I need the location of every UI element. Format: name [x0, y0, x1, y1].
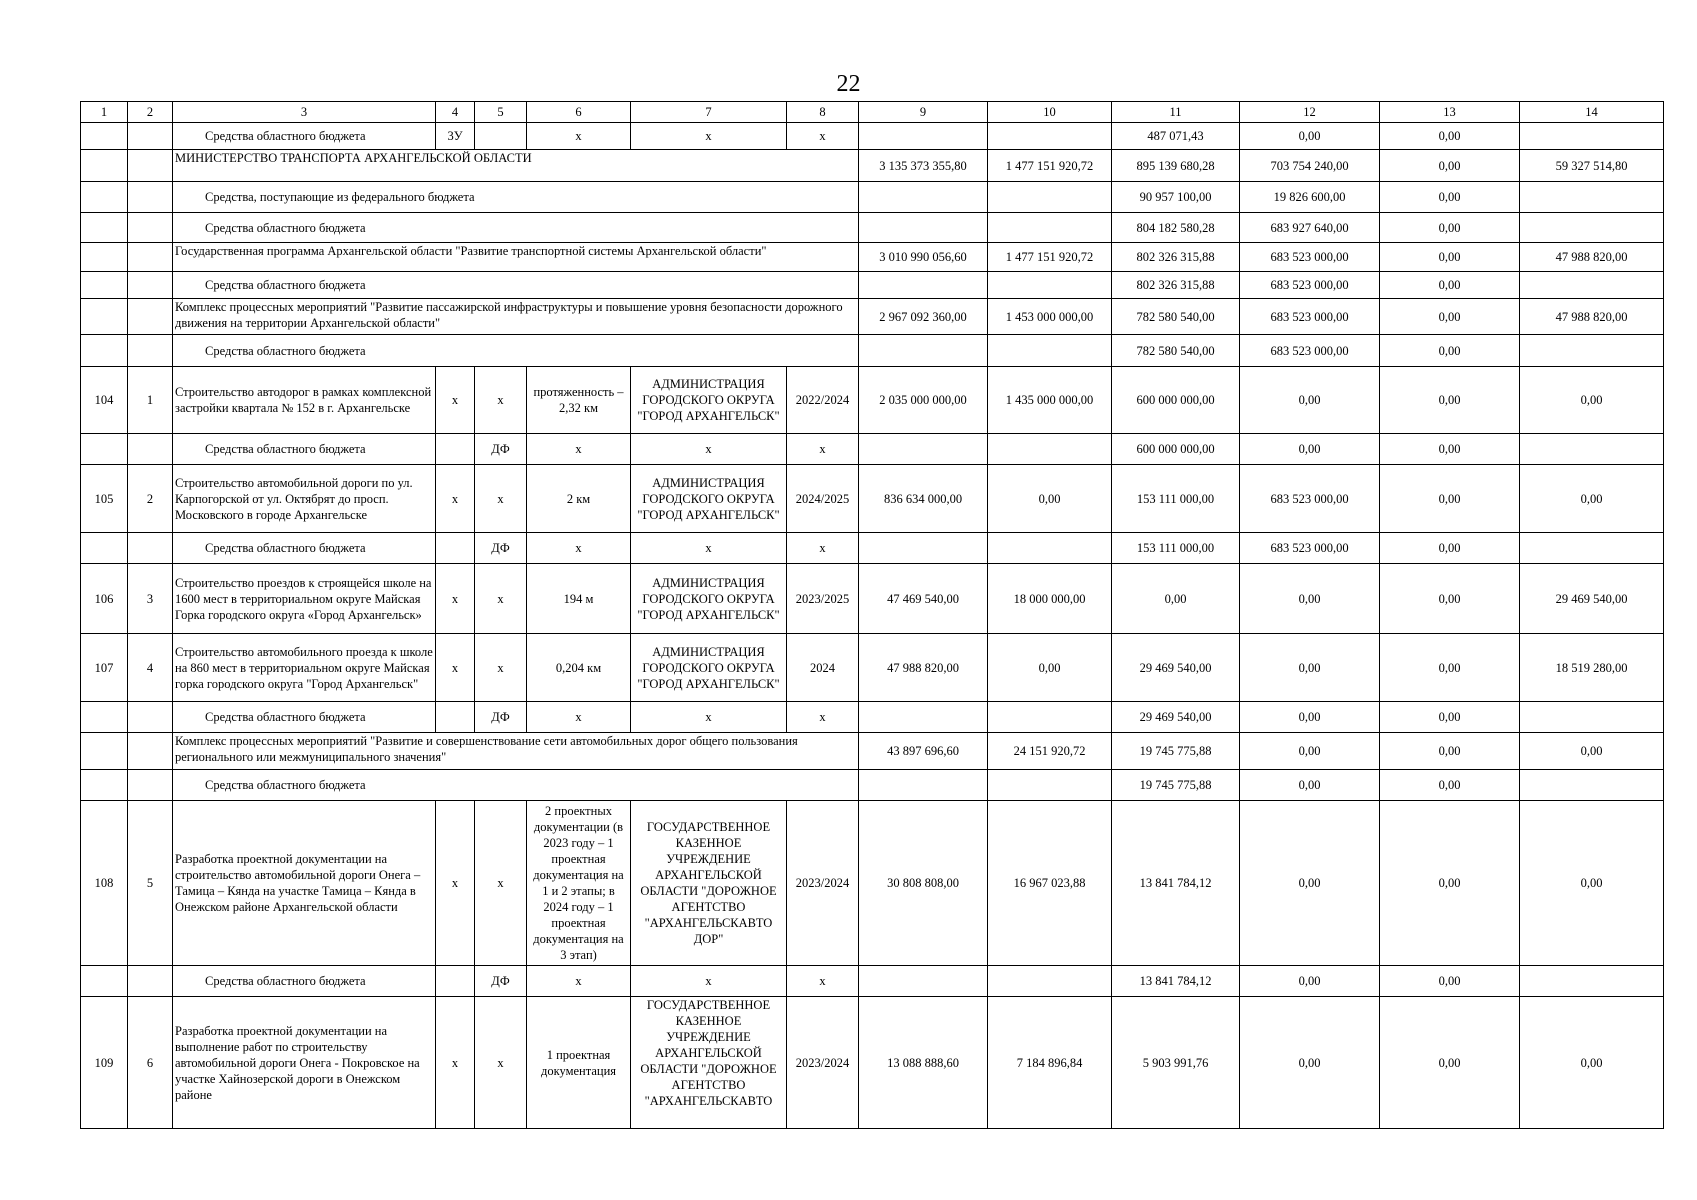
amount-c13: 0,00 — [1380, 465, 1520, 533]
funding-c5: ДФ — [475, 702, 527, 733]
amount-c13: 0,00 — [1380, 801, 1520, 966]
amount-c14: 59 327 514,80 — [1520, 150, 1664, 182]
amount-c12: 0,00 — [1240, 997, 1380, 1129]
funding-c7: x — [631, 966, 787, 997]
section-row — [81, 299, 1664, 335]
amount-c9 — [859, 770, 988, 801]
funding-source: Средства областного бюджета — [173, 123, 436, 150]
funding-row — [81, 702, 1664, 733]
row-number: 105 — [81, 465, 128, 533]
empty-cell — [128, 243, 173, 272]
item-c5: x — [475, 801, 527, 966]
row-number: 109 — [81, 997, 128, 1129]
item-row — [81, 465, 1664, 533]
amount-c14 — [1520, 533, 1664, 564]
amount-c11: 600 000 000,00 — [1112, 367, 1240, 434]
amount-c13: 0,00 — [1380, 997, 1520, 1129]
amount-c10: 0,00 — [988, 634, 1112, 702]
funding-row — [81, 123, 1664, 150]
amount-c10 — [988, 702, 1112, 733]
item-c7: АДМИНИСТРАЦИЯ ГОРОДСКОГО ОКРУГА "ГОРОД АРХАНГЕЛЬСК" — [631, 465, 787, 533]
amount-c14: 29 469 540,00 — [1520, 564, 1664, 634]
amount-c10 — [988, 123, 1112, 150]
amount-c11: 0,00 — [1112, 564, 1240, 634]
amount-c11: 782 580 540,00 — [1112, 299, 1240, 335]
amount-c14: 47 988 820,00 — [1520, 243, 1664, 272]
item-c7: ГОСУДАРСТВЕННОЕ КАЗЕННОЕ УЧРЕЖДЕНИЕ АРХАНГЕЛЬСКОЙ ОБЛАСТИ "ДОРОЖНОЕ АГЕНТСТВО "АРХАНГЕЛЬСКАВТО ДОР" — [631, 801, 787, 966]
amount-c11: 19 745 775,88 — [1112, 770, 1240, 801]
amount-c9 — [859, 702, 988, 733]
amount-c11: 13 841 784,12 — [1112, 801, 1240, 966]
item-c8: 2023/2024 — [787, 801, 859, 966]
amount-c14 — [1520, 272, 1664, 299]
funding-source: Средства областного бюджета — [173, 434, 436, 465]
funding-c7: x — [631, 123, 787, 150]
amount-c12: 0,00 — [1240, 634, 1380, 702]
funding-c7: x — [631, 702, 787, 733]
amount-c14: 0,00 — [1520, 367, 1664, 434]
item-c6: 194 м — [527, 564, 631, 634]
amount-c9: 43 897 696,60 — [859, 733, 988, 770]
amount-c12: 0,00 — [1240, 801, 1380, 966]
amount-c12: 0,00 — [1240, 770, 1380, 801]
amount-c13: 0,00 — [1380, 335, 1520, 367]
amount-c14: 0,00 — [1520, 801, 1664, 966]
amount-c12: 683 523 000,00 — [1240, 272, 1380, 299]
amount-c14 — [1520, 434, 1664, 465]
item-row — [81, 564, 1664, 634]
header-cell: 4 — [436, 102, 475, 123]
item-row — [81, 367, 1664, 434]
amount-c13: 0,00 — [1380, 213, 1520, 243]
amount-c11: 90 957 100,00 — [1112, 182, 1240, 213]
funding-row — [81, 213, 1664, 243]
amount-c13: 0,00 — [1380, 634, 1520, 702]
amount-c9: 2 967 092 360,00 — [859, 299, 988, 335]
amount-c13: 0,00 — [1380, 434, 1520, 465]
section-row — [81, 733, 1664, 770]
header-cell: 6 — [527, 102, 631, 123]
empty-cell — [81, 335, 128, 367]
amount-c13: 0,00 — [1380, 367, 1520, 434]
funding-c6: x — [527, 702, 631, 733]
item-c8: 2024/2025 — [787, 465, 859, 533]
amount-c11: 802 326 315,88 — [1112, 243, 1240, 272]
section-row — [81, 150, 1664, 182]
section-title: МИНИСТЕРСТВО ТРАНСПОРТА АРХАНГЕЛЬСКОЙ ОБЛАСТИ — [173, 150, 859, 182]
item-c4: x — [436, 564, 475, 634]
funding-c8: x — [787, 966, 859, 997]
funding-c8: x — [787, 123, 859, 150]
header-cell: 8 — [787, 102, 859, 123]
amount-c10 — [988, 770, 1112, 801]
item-number: 1 — [128, 367, 173, 434]
header-cell: 2 — [128, 102, 173, 123]
amount-c10: 1 477 151 920,72 — [988, 243, 1112, 272]
row-number: 107 — [81, 634, 128, 702]
amount-c11: 5 903 991,76 — [1112, 997, 1240, 1129]
amount-c12: 0,00 — [1240, 434, 1380, 465]
item-c6: 2 км — [527, 465, 631, 533]
empty-cell — [81, 213, 128, 243]
funding-source: Средства областного бюджета — [173, 966, 436, 997]
item-row — [81, 634, 1664, 702]
item-c4: x — [436, 465, 475, 533]
funding-row — [81, 182, 1664, 213]
funding-row — [81, 533, 1664, 564]
amount-c11: 802 326 315,88 — [1112, 272, 1240, 299]
header-cell: 7 — [631, 102, 787, 123]
amount-c10: 1 435 000 000,00 — [988, 367, 1112, 434]
funding-row — [81, 966, 1664, 997]
amount-c9 — [859, 123, 988, 150]
amount-c12: 0,00 — [1240, 367, 1380, 434]
empty-cell — [128, 434, 173, 465]
amount-c12: 683 523 000,00 — [1240, 335, 1380, 367]
amount-c13: 0,00 — [1380, 564, 1520, 634]
item-c4: x — [436, 997, 475, 1129]
funding-row — [81, 434, 1664, 465]
item-c6: 0,204 км — [527, 634, 631, 702]
header-cell: 14 — [1520, 102, 1664, 123]
amount-c9 — [859, 182, 988, 213]
amount-c14: 0,00 — [1520, 733, 1664, 770]
amount-c9 — [859, 434, 988, 465]
amount-c10: 1 453 000 000,00 — [988, 299, 1112, 335]
empty-cell — [81, 770, 128, 801]
section-row — [81, 243, 1664, 272]
item-name: Разработка проектной документации на выполнение работ по строительству автомобильной дороги Онега - Покровское на участке Хайнозерской дороги в Онежском районе — [173, 997, 436, 1129]
amount-c11: 13 841 784,12 — [1112, 966, 1240, 997]
item-name: Строительство проездов к строящейся школе на 1600 мест в территориальном округе Майская Горка городского округа «Город Архангельск» — [173, 564, 436, 634]
header-cell: 10 — [988, 102, 1112, 123]
funding-c4 — [436, 533, 475, 564]
item-c6: протяженность – 2,32 км — [527, 367, 631, 434]
amount-c13: 0,00 — [1380, 733, 1520, 770]
funding-row — [81, 770, 1664, 801]
item-c5: x — [475, 564, 527, 634]
amount-c13: 0,00 — [1380, 533, 1520, 564]
empty-cell — [81, 150, 128, 182]
amount-c10 — [988, 272, 1112, 299]
funding-source: Средства областного бюджета — [173, 533, 436, 564]
funding-source: Средства областного бюджета — [173, 335, 859, 367]
item-c8: 2023/2024 — [787, 997, 859, 1129]
funding-source: Средства областного бюджета — [173, 770, 859, 801]
funding-source: Средства областного бюджета — [173, 702, 436, 733]
funding-source: Средства, поступающие из федерального бюджета — [173, 182, 859, 213]
item-c7: АДМИНИСТРАЦИЯ ГОРОДСКОГО ОКРУГА "ГОРОД АРХАНГЕЛЬСК" — [631, 634, 787, 702]
amount-c9: 3 010 990 056,60 — [859, 243, 988, 272]
amount-c11: 895 139 680,28 — [1112, 150, 1240, 182]
empty-cell — [128, 733, 173, 770]
amount-c9: 836 634 000,00 — [859, 465, 988, 533]
amount-c9: 3 135 373 355,80 — [859, 150, 988, 182]
empty-cell — [128, 272, 173, 299]
funding-c6: x — [527, 123, 631, 150]
empty-cell — [128, 533, 173, 564]
empty-cell — [81, 702, 128, 733]
item-row — [81, 997, 1664, 1129]
amount-c11: 19 745 775,88 — [1112, 733, 1240, 770]
header-cell: 12 — [1240, 102, 1380, 123]
amount-c12: 0,00 — [1240, 966, 1380, 997]
amount-c12: 0,00 — [1240, 733, 1380, 770]
amount-c14 — [1520, 966, 1664, 997]
item-number: 4 — [128, 634, 173, 702]
empty-cell — [128, 299, 173, 335]
amount-c9 — [859, 533, 988, 564]
amount-c11: 29 469 540,00 — [1112, 702, 1240, 733]
amount-c14 — [1520, 123, 1664, 150]
amount-c9: 13 088 888,60 — [859, 997, 988, 1129]
funding-row — [81, 335, 1664, 367]
amount-c9: 47 469 540,00 — [859, 564, 988, 634]
amount-c10: 16 967 023,88 — [988, 801, 1112, 966]
item-name: Разработка проектной документации на строительство автомобильной дороги Онега – Тамица – Кянда на участке Тамица – Кянда в Онежском районе Архангельской области — [173, 801, 436, 966]
amount-c10 — [988, 213, 1112, 243]
amount-c10: 24 151 920,72 — [988, 733, 1112, 770]
amount-c9 — [859, 966, 988, 997]
funding-c6: x — [527, 434, 631, 465]
item-c8: 2024 — [787, 634, 859, 702]
funding-c8: x — [787, 533, 859, 564]
funding-c5: ДФ — [475, 966, 527, 997]
amount-c14: 18 519 280,00 — [1520, 634, 1664, 702]
funding-c4: 3У — [436, 123, 475, 150]
amount-c14: 47 988 820,00 — [1520, 299, 1664, 335]
amount-c12: 703 754 240,00 — [1240, 150, 1380, 182]
amount-c13: 0,00 — [1380, 150, 1520, 182]
funding-c7: x — [631, 434, 787, 465]
item-number: 5 — [128, 801, 173, 966]
funding-c7: x — [631, 533, 787, 564]
amount-c13: 0,00 — [1380, 770, 1520, 801]
item-c5: x — [475, 465, 527, 533]
empty-cell — [81, 123, 128, 150]
item-number: 6 — [128, 997, 173, 1129]
amount-c10 — [988, 335, 1112, 367]
amount-c14 — [1520, 702, 1664, 733]
item-c8: 2023/2025 — [787, 564, 859, 634]
item-c5: x — [475, 367, 527, 434]
item-c7: АДМИНИСТРАЦИЯ ГОРОДСКОГО ОКРУГА "ГОРОД АРХАНГЕЛЬСК" — [631, 367, 787, 434]
amount-c9: 2 035 000 000,00 — [859, 367, 988, 434]
empty-cell — [128, 182, 173, 213]
amount-c14 — [1520, 770, 1664, 801]
amount-c12: 683 927 640,00 — [1240, 213, 1380, 243]
funding-c5: ДФ — [475, 434, 527, 465]
row-number: 104 — [81, 367, 128, 434]
funding-c8: x — [787, 702, 859, 733]
amount-c9: 30 808 808,00 — [859, 801, 988, 966]
amount-c14 — [1520, 182, 1664, 213]
item-c7: ГОСУДАРСТВЕННОЕ КАЗЕННОЕ УЧРЕЖДЕНИЕ АРХАНГЕЛЬСКОЙ ОБЛАСТИ "ДОРОЖНОЕ АГЕНТСТВО "АРХАНГЕЛЬСКАВТО — [631, 997, 787, 1129]
amount-c12: 683 523 000,00 — [1240, 243, 1380, 272]
row-number: 106 — [81, 564, 128, 634]
empty-cell — [128, 770, 173, 801]
amount-c11: 153 111 000,00 — [1112, 533, 1240, 564]
amount-c13: 0,00 — [1380, 299, 1520, 335]
amount-c13: 0,00 — [1380, 243, 1520, 272]
amount-c10: 0,00 — [988, 465, 1112, 533]
item-name: Строительство автодорог в рамках комплексной застройки квартала № 152 в г. Архангельске — [173, 367, 436, 434]
amount-c13: 0,00 — [1380, 966, 1520, 997]
empty-cell — [128, 702, 173, 733]
amount-c14: 0,00 — [1520, 465, 1664, 533]
funding-source: Средства областного бюджета — [173, 272, 859, 299]
amount-c10 — [988, 533, 1112, 564]
item-number: 2 — [128, 465, 173, 533]
amount-c13: 0,00 — [1380, 123, 1520, 150]
section-title: Комплекс процессных мероприятий "Развитие и совершенствование сети автомобильных дорог общего пользования регионального или межмуниципального значения" — [173, 733, 859, 770]
amount-c11: 782 580 540,00 — [1112, 335, 1240, 367]
item-c4: x — [436, 367, 475, 434]
row-number: 108 — [81, 801, 128, 966]
amount-c10 — [988, 182, 1112, 213]
item-c6: 2 проектных документации (в 2023 году – 1 проектная документация на 1 и 2 этапы; в 2024 году – 1 проектная документация на 3 этап) — [527, 801, 631, 966]
empty-cell — [128, 335, 173, 367]
item-c5: x — [475, 634, 527, 702]
header-cell: 5 — [475, 102, 527, 123]
funding-c6: x — [527, 966, 631, 997]
amount-c13: 0,00 — [1380, 702, 1520, 733]
header-row — [81, 102, 1664, 123]
amount-c10 — [988, 434, 1112, 465]
header-cell: 13 — [1380, 102, 1520, 123]
empty-cell — [128, 966, 173, 997]
amount-c11: 600 000 000,00 — [1112, 434, 1240, 465]
header-cell: 1 — [81, 102, 128, 123]
empty-cell — [81, 434, 128, 465]
amount-c12: 683 523 000,00 — [1240, 465, 1380, 533]
empty-cell — [81, 299, 128, 335]
header-cell: 11 — [1112, 102, 1240, 123]
funding-c8: x — [787, 434, 859, 465]
amount-c10: 1 477 151 920,72 — [988, 150, 1112, 182]
amount-c12: 0,00 — [1240, 564, 1380, 634]
empty-cell — [81, 272, 128, 299]
empty-cell — [128, 123, 173, 150]
item-c4: x — [436, 801, 475, 966]
page-number: 22 — [836, 71, 861, 97]
item-c8: 2022/2024 — [787, 367, 859, 434]
amount-c13: 0,00 — [1380, 272, 1520, 299]
funding-c4 — [436, 966, 475, 997]
empty-cell — [81, 243, 128, 272]
amount-c11: 487 071,43 — [1112, 123, 1240, 150]
amount-c10: 7 184 896,84 — [988, 997, 1112, 1129]
amount-c12: 0,00 — [1240, 123, 1380, 150]
empty-cell — [81, 182, 128, 213]
funding-c6: x — [527, 533, 631, 564]
amount-c12: 19 826 600,00 — [1240, 182, 1380, 213]
budget-table — [80, 101, 1664, 1129]
amount-c12: 0,00 — [1240, 702, 1380, 733]
amount-c11: 153 111 000,00 — [1112, 465, 1240, 533]
amount-c12: 683 523 000,00 — [1240, 533, 1380, 564]
amount-c10 — [988, 966, 1112, 997]
item-c5: x — [475, 997, 527, 1129]
funding-source: Средства областного бюджета — [173, 213, 859, 243]
header-cell: 3 — [173, 102, 436, 123]
item-row — [81, 801, 1664, 966]
amount-c9: 47 988 820,00 — [859, 634, 988, 702]
funding-row — [81, 272, 1664, 299]
item-c6: 1 проектная документация — [527, 997, 631, 1129]
item-number: 3 — [128, 564, 173, 634]
amount-c11: 29 469 540,00 — [1112, 634, 1240, 702]
amount-c9 — [859, 213, 988, 243]
empty-cell — [128, 150, 173, 182]
item-c7: АДМИНИСТРАЦИЯ ГОРОДСКОГО ОКРУГА "ГОРОД АРХАНГЕЛЬСК" — [631, 564, 787, 634]
section-title: Государственная программа Архангельской области "Развитие транспортной системы Архангельской области" — [173, 243, 859, 272]
amount-c14 — [1520, 335, 1664, 367]
amount-c12: 683 523 000,00 — [1240, 299, 1380, 335]
item-name: Строительство автомобильного проезда к школе на 860 мест в территориальном округе Майская горка городского округа "Город Архангельск" — [173, 634, 436, 702]
item-c4: x — [436, 634, 475, 702]
section-title: Комплекс процессных мероприятий "Развитие пассажирской инфраструктуры и повышение уровня безопасности дорожного движения на территории Архангельской области" — [173, 299, 859, 335]
empty-cell — [81, 733, 128, 770]
amount-c14: 0,00 — [1520, 997, 1664, 1129]
amount-c10: 18 000 000,00 — [988, 564, 1112, 634]
funding-c4 — [436, 702, 475, 733]
header-cell: 9 — [859, 102, 988, 123]
amount-c13: 0,00 — [1380, 182, 1520, 213]
empty-cell — [128, 213, 173, 243]
item-name: Строительство автомобильной дороги по ул. Карпогорской от ул. Октябрят до просп. Московского в городе Архангельске — [173, 465, 436, 533]
amount-c11: 804 182 580,28 — [1112, 213, 1240, 243]
amount-c9 — [859, 272, 988, 299]
empty-cell — [81, 966, 128, 997]
funding-c4 — [436, 434, 475, 465]
amount-c9 — [859, 335, 988, 367]
funding-c5 — [475, 123, 527, 150]
funding-c5: ДФ — [475, 533, 527, 564]
amount-c14 — [1520, 213, 1664, 243]
empty-cell — [81, 533, 128, 564]
